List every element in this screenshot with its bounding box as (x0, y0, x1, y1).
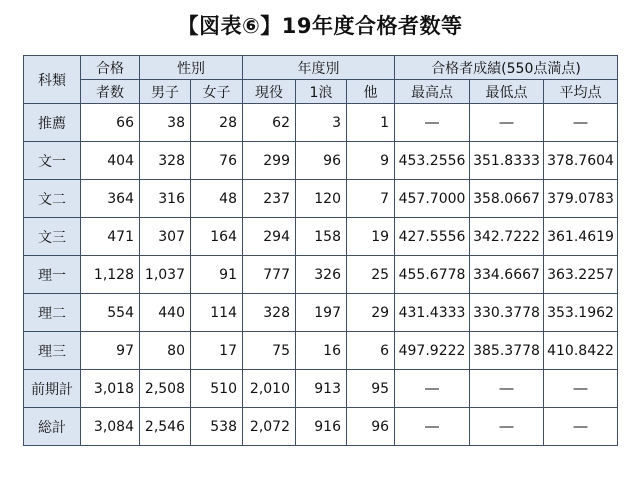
row-label: 理二 (24, 294, 81, 332)
cell-max: 427.5556 (395, 218, 470, 256)
table-row (24, 104, 618, 142)
header-passed-top: 合格 (81, 56, 140, 80)
header-year-type: 年度別 (243, 56, 395, 80)
cell-current: 294 (243, 218, 296, 256)
row-label: 理三 (24, 332, 81, 370)
cell-male: 328 (140, 142, 191, 180)
cell-ronin1: 158 (296, 218, 347, 256)
cell-other: 19 (347, 218, 395, 256)
cell-other: 25 (347, 256, 395, 294)
cell-min: 358.0667 (470, 180, 544, 218)
cell-ronin1: 3 (296, 104, 347, 142)
cell-other: 7 (347, 180, 395, 218)
cell-avg: ― (544, 370, 618, 408)
cell-max: ― (395, 408, 470, 446)
row-label: 文三 (24, 218, 81, 256)
cell-current: 62 (243, 104, 296, 142)
cell-max: 457.7000 (395, 180, 470, 218)
cell-female: 114 (191, 294, 243, 332)
header-other: 他 (347, 80, 395, 104)
table-row (24, 294, 618, 332)
header-subject: 科類 (24, 56, 81, 104)
header-min: 最低点 (470, 80, 544, 104)
cell-other: 95 (347, 370, 395, 408)
cell-male: 307 (140, 218, 191, 256)
cell-max: ― (395, 370, 470, 408)
cell-male: 440 (140, 294, 191, 332)
cell-female: 510 (191, 370, 243, 408)
cell-male: 2,508 (140, 370, 191, 408)
cell-max: 453.2556 (395, 142, 470, 180)
row-label: 文二 (24, 180, 81, 218)
page-title: 【図表⑥】19年度合格者数等 (177, 14, 463, 38)
cell-total: 1,128 (81, 256, 140, 294)
table-row (24, 142, 618, 180)
cell-min: 385.3778 (470, 332, 544, 370)
cell-ronin1: 16 (296, 332, 347, 370)
cell-avg: 410.8422 (544, 332, 618, 370)
table-row (24, 332, 618, 370)
cell-avg: 363.2257 (544, 256, 618, 294)
header-female: 女子 (191, 80, 243, 104)
cell-total: 554 (81, 294, 140, 332)
row-label: 推薦 (24, 104, 81, 142)
cell-avg: 353.1962 (544, 294, 618, 332)
cell-min: 330.3778 (470, 294, 544, 332)
cell-total: 364 (81, 180, 140, 218)
header-passed-bottom: 者数 (81, 80, 140, 104)
header-avg: 平均点 (544, 80, 618, 104)
cell-min: ― (470, 104, 544, 142)
cell-other: 9 (347, 142, 395, 180)
header-scores: 合格者成績(550点満点) (395, 56, 618, 80)
header-male: 男子 (140, 80, 191, 104)
header-ronin1: 1浪 (296, 80, 347, 104)
row-label: 理一 (24, 256, 81, 294)
cell-male: 80 (140, 332, 191, 370)
cell-max: ― (395, 104, 470, 142)
cell-total: 66 (81, 104, 140, 142)
cell-ronin1: 913 (296, 370, 347, 408)
cell-ronin1: 96 (296, 142, 347, 180)
cell-min: 342.7222 (470, 218, 544, 256)
cell-male: 38 (140, 104, 191, 142)
table-row (24, 408, 618, 446)
cell-female: 76 (191, 142, 243, 180)
cell-other: 29 (347, 294, 395, 332)
cell-avg: ― (544, 104, 618, 142)
cell-ronin1: 326 (296, 256, 347, 294)
cell-max: 455.6778 (395, 256, 470, 294)
cell-current: 328 (243, 294, 296, 332)
cell-female: 91 (191, 256, 243, 294)
cell-total: 3,018 (81, 370, 140, 408)
cell-ronin1: 916 (296, 408, 347, 446)
cell-avg: ― (544, 408, 618, 446)
cell-max: 497.9222 (395, 332, 470, 370)
cell-total: 404 (81, 142, 140, 180)
admissions-table (23, 55, 618, 446)
cell-min: ― (470, 370, 544, 408)
cell-female: 164 (191, 218, 243, 256)
table-row (24, 370, 618, 408)
cell-male: 316 (140, 180, 191, 218)
cell-ronin1: 197 (296, 294, 347, 332)
header-gender: 性別 (140, 56, 243, 80)
table-row (24, 256, 618, 294)
cell-min: ― (470, 408, 544, 446)
cell-min: 351.8333 (470, 142, 544, 180)
cell-total: 3,084 (81, 408, 140, 446)
cell-female: 48 (191, 180, 243, 218)
row-label: 文一 (24, 142, 81, 180)
cell-other: 1 (347, 104, 395, 142)
cell-avg: 378.7604 (544, 142, 618, 180)
cell-ronin1: 120 (296, 180, 347, 218)
table-row (24, 180, 618, 218)
table-row (24, 218, 618, 256)
cell-max: 431.4333 (395, 294, 470, 332)
cell-current: 75 (243, 332, 296, 370)
cell-male: 1,037 (140, 256, 191, 294)
cell-current: 2,072 (243, 408, 296, 446)
cell-total: 471 (81, 218, 140, 256)
cell-female: 538 (191, 408, 243, 446)
row-label: 前期計 (24, 370, 81, 408)
cell-avg: 379.0783 (544, 180, 618, 218)
cell-current: 2,010 (243, 370, 296, 408)
header-max: 最高点 (395, 80, 470, 104)
row-label: 総計 (24, 408, 81, 446)
cell-female: 28 (191, 104, 243, 142)
cell-current: 777 (243, 256, 296, 294)
cell-avg: 361.4619 (544, 218, 618, 256)
cell-total: 97 (81, 332, 140, 370)
cell-current: 299 (243, 142, 296, 180)
cell-other: 96 (347, 408, 395, 446)
cell-min: 334.6667 (470, 256, 544, 294)
header-current: 現役 (243, 80, 296, 104)
cell-current: 237 (243, 180, 296, 218)
cell-female: 17 (191, 332, 243, 370)
cell-other: 6 (347, 332, 395, 370)
cell-male: 2,546 (140, 408, 191, 446)
